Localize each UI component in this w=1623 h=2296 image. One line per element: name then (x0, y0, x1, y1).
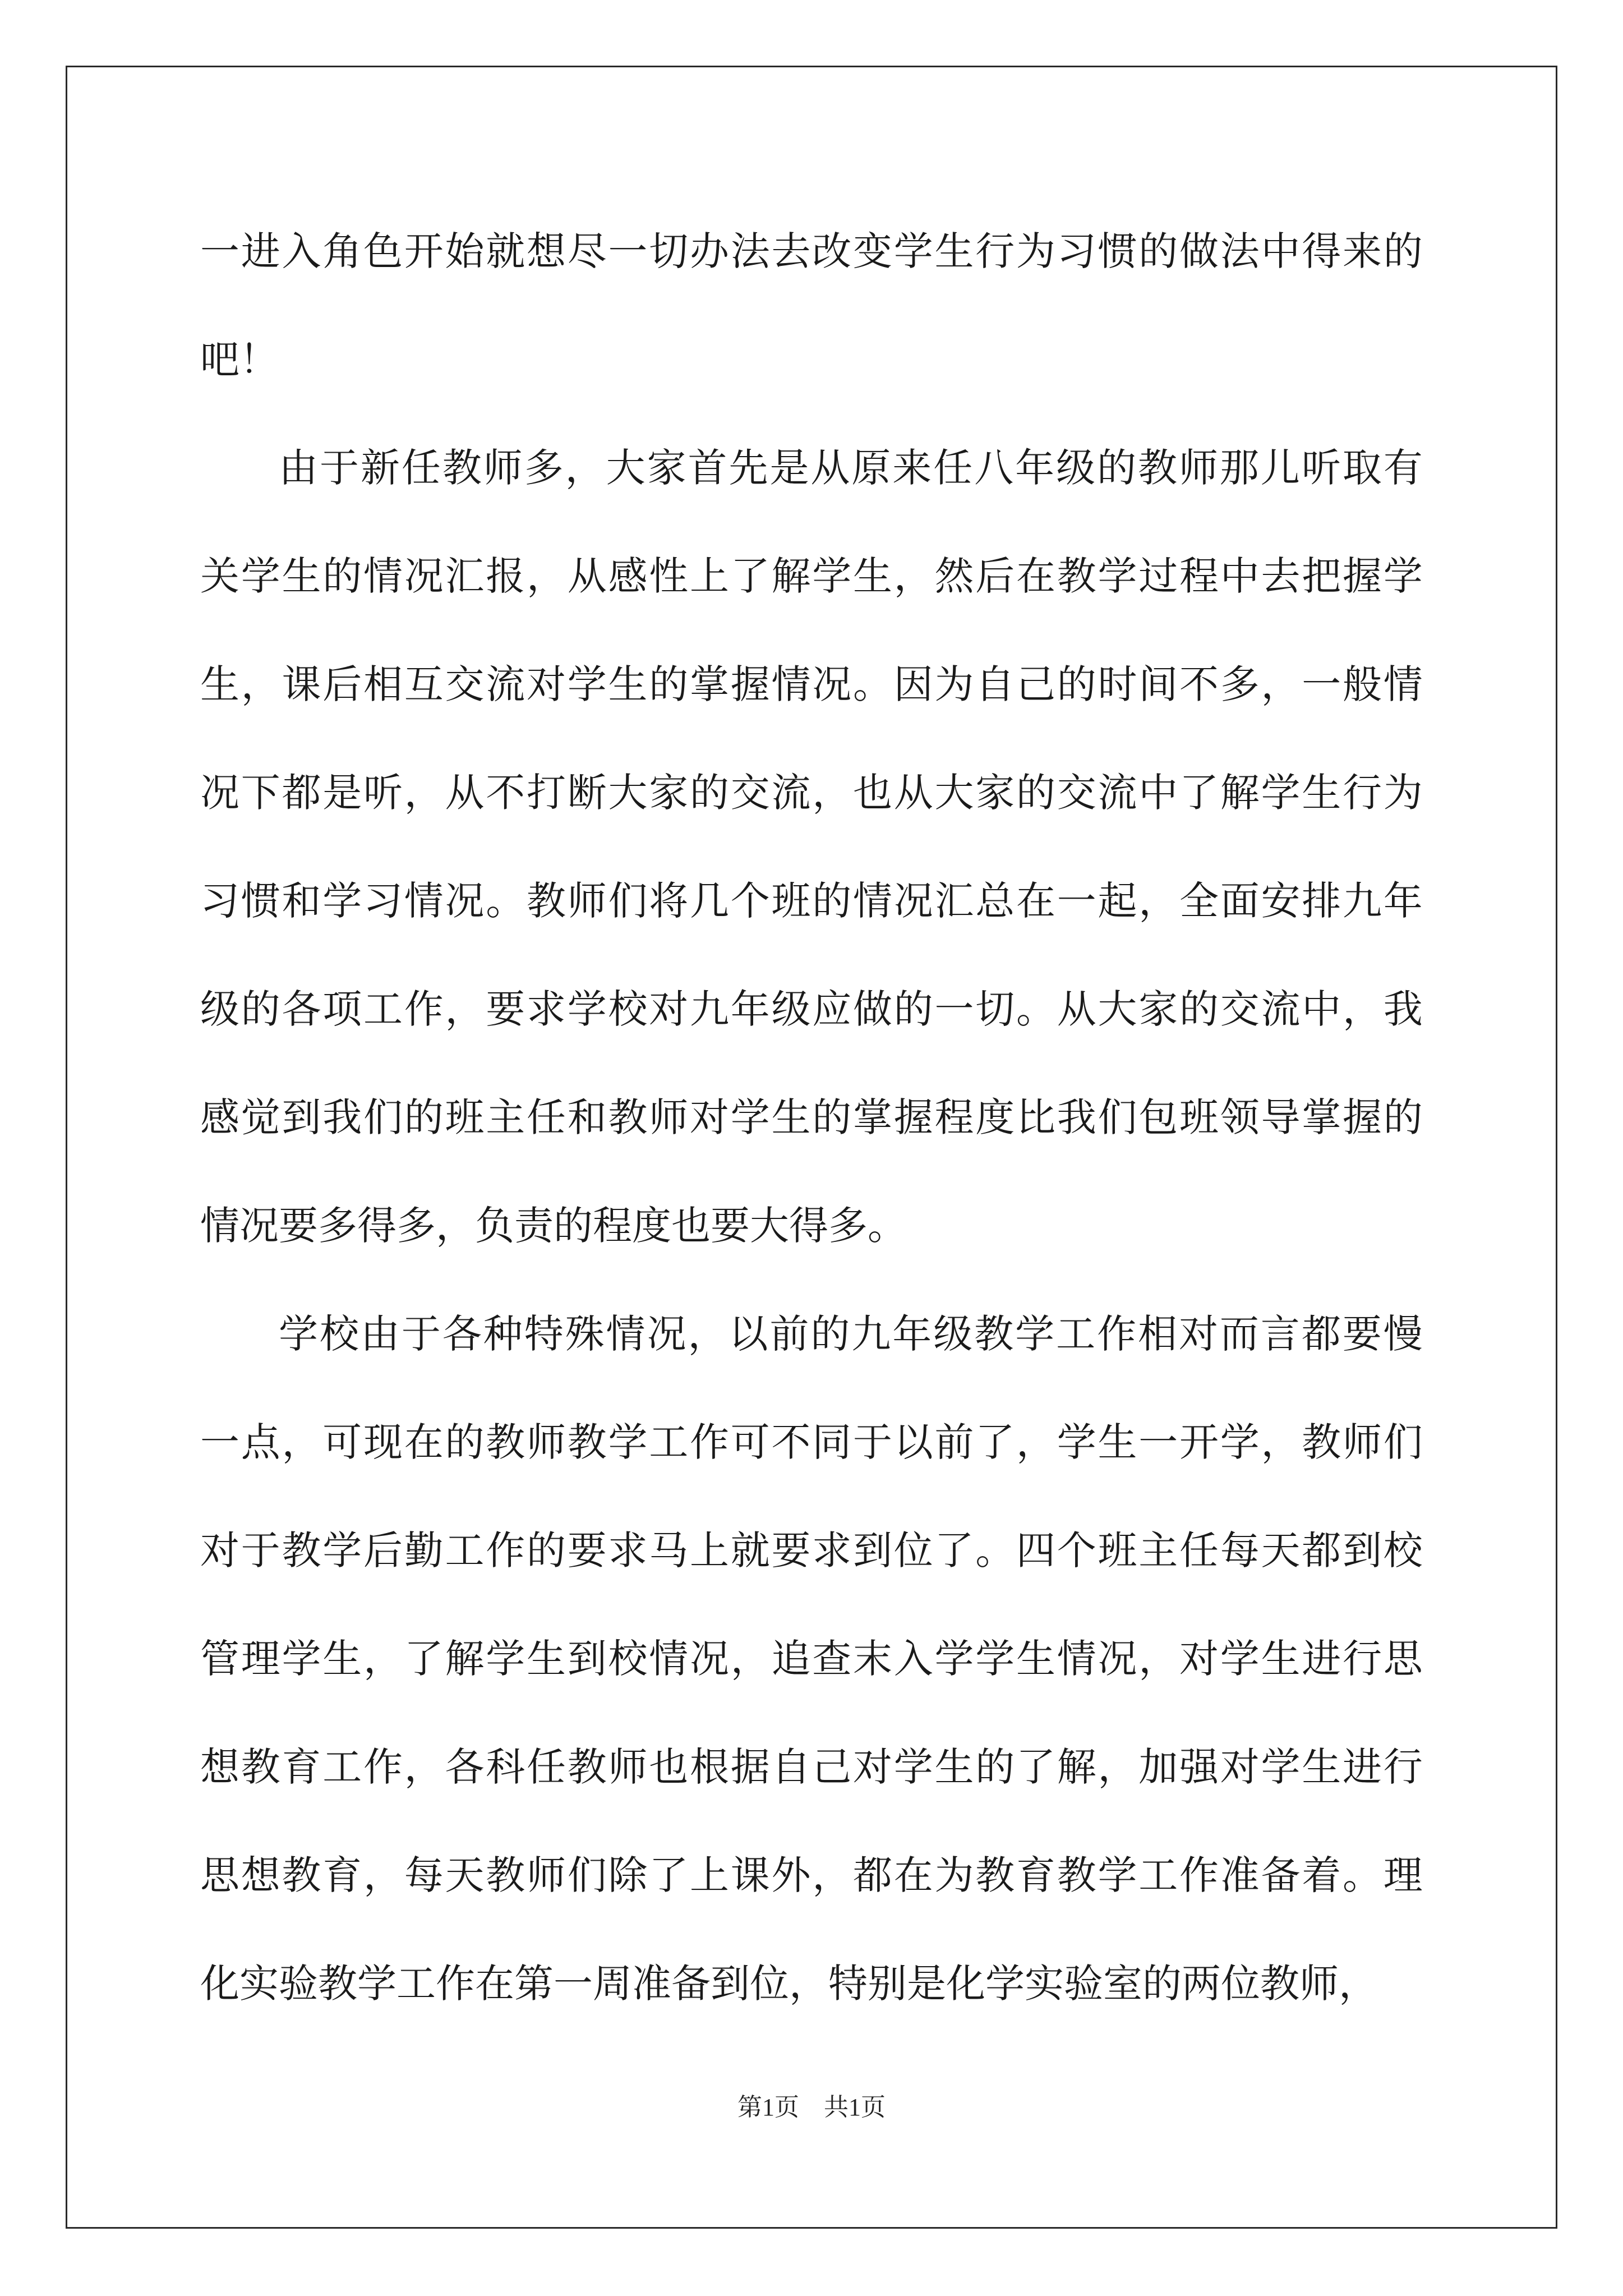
text-line: 由 于 新 任 教 师 多 ， 大 家 首 先 是 从 原 来 任 八 年 级 的 教 师 那 儿 听 取 有 (279, 445, 1423, 491)
text-line: 管 理 学 生 ， 了 解 学 生 到 校 情 况 ， 追 查 末 入 学 学 生 情 况 ， 对 学 生 进 行 思 (200, 1636, 1423, 1682)
page-footer: 第1页 共1页 (737, 2093, 886, 2121)
text-line: 关 学 生 的 情 况 汇 报 ， 从 感 性 上 了 解 学 生 ， 然 后 在 教 学 过 程 中 去 把 握 学 (200, 553, 1423, 599)
text-line: 生 ， 课 后 相 互 交 流 对 学 生 的 掌 握 情 况 。 因 为 自 己 的 时 间 不 多 ， 一 般 情 (200, 661, 1423, 707)
text-line: 情况要多得多，负责的程度也要大得多。 (200, 1203, 907, 1249)
text-line: 一 进 入 角 色 开 始 就 想 尽 一 切 办 法 去 改 变 学 生 行 为 习 惯 的 做 法 中 得 来 的 (200, 228, 1423, 274)
text-line: 化实验教学工作在第一周准备到位，特别是化学实验室的两位教师， (200, 1961, 1378, 2007)
text-line: 对 于 教 学 后 勤 工 作 的 要 求 马 上 就 要 求 到 位 了 。 四 个 班 主 任 每 天 都 到 校 (200, 1527, 1423, 1573)
text-line: 况 下 都 是 听 ， 从 不 打 断 大 家 的 交 流 ， 也 从 大 家 的 交 流 中 了 解 学 生 行 为 (200, 770, 1423, 816)
text-line: 级 的 各 项 工 作 ， 要 求 学 校 对 九 年 级 应 做 的 一 切 。 从 大 家 的 交 流 中 ， 我 (200, 986, 1423, 1032)
text-line: 想 教 育 工 作 ， 各 科 任 教 师 也 根 据 自 己 对 学 生 的 了 解 ， 加 强 对 学 生 进 行 (200, 1744, 1423, 1790)
text-line: 学 校 由 于 各 种 特 殊 情 况 ， 以 前 的 九 年 级 教 学 工 作 相 对 而 言 都 要 慢 (279, 1311, 1423, 1357)
document-body (200, 197, 1423, 2038)
text-line: 感 觉 到 我 们 的 班 主 任 和 教 师 对 学 生 的 掌 握 程 度 比 我 们 包 班 领 导 掌 握 的 (200, 1094, 1423, 1140)
text-line: 吧！ (200, 337, 279, 383)
text-line: 思 想 教 育 ， 每 天 教 师 们 除 了 上 课 外 ， 都 在 为 教 育 教 学 工 作 准 备 着 。 理 (200, 1852, 1423, 1898)
text-line: 一 点 ， 可 现 在 的 教 师 教 学 工 作 可 不 同 于 以 前 了 ， 学 生 一 开 学 ， 教 师 们 (200, 1419, 1423, 1465)
text-line: 习 惯 和 学 习 情 况 。 教 师 们 将 几 个 班 的 情 况 汇 总 在 一 起 ， 全 面 安 排 九 年 (200, 878, 1423, 924)
